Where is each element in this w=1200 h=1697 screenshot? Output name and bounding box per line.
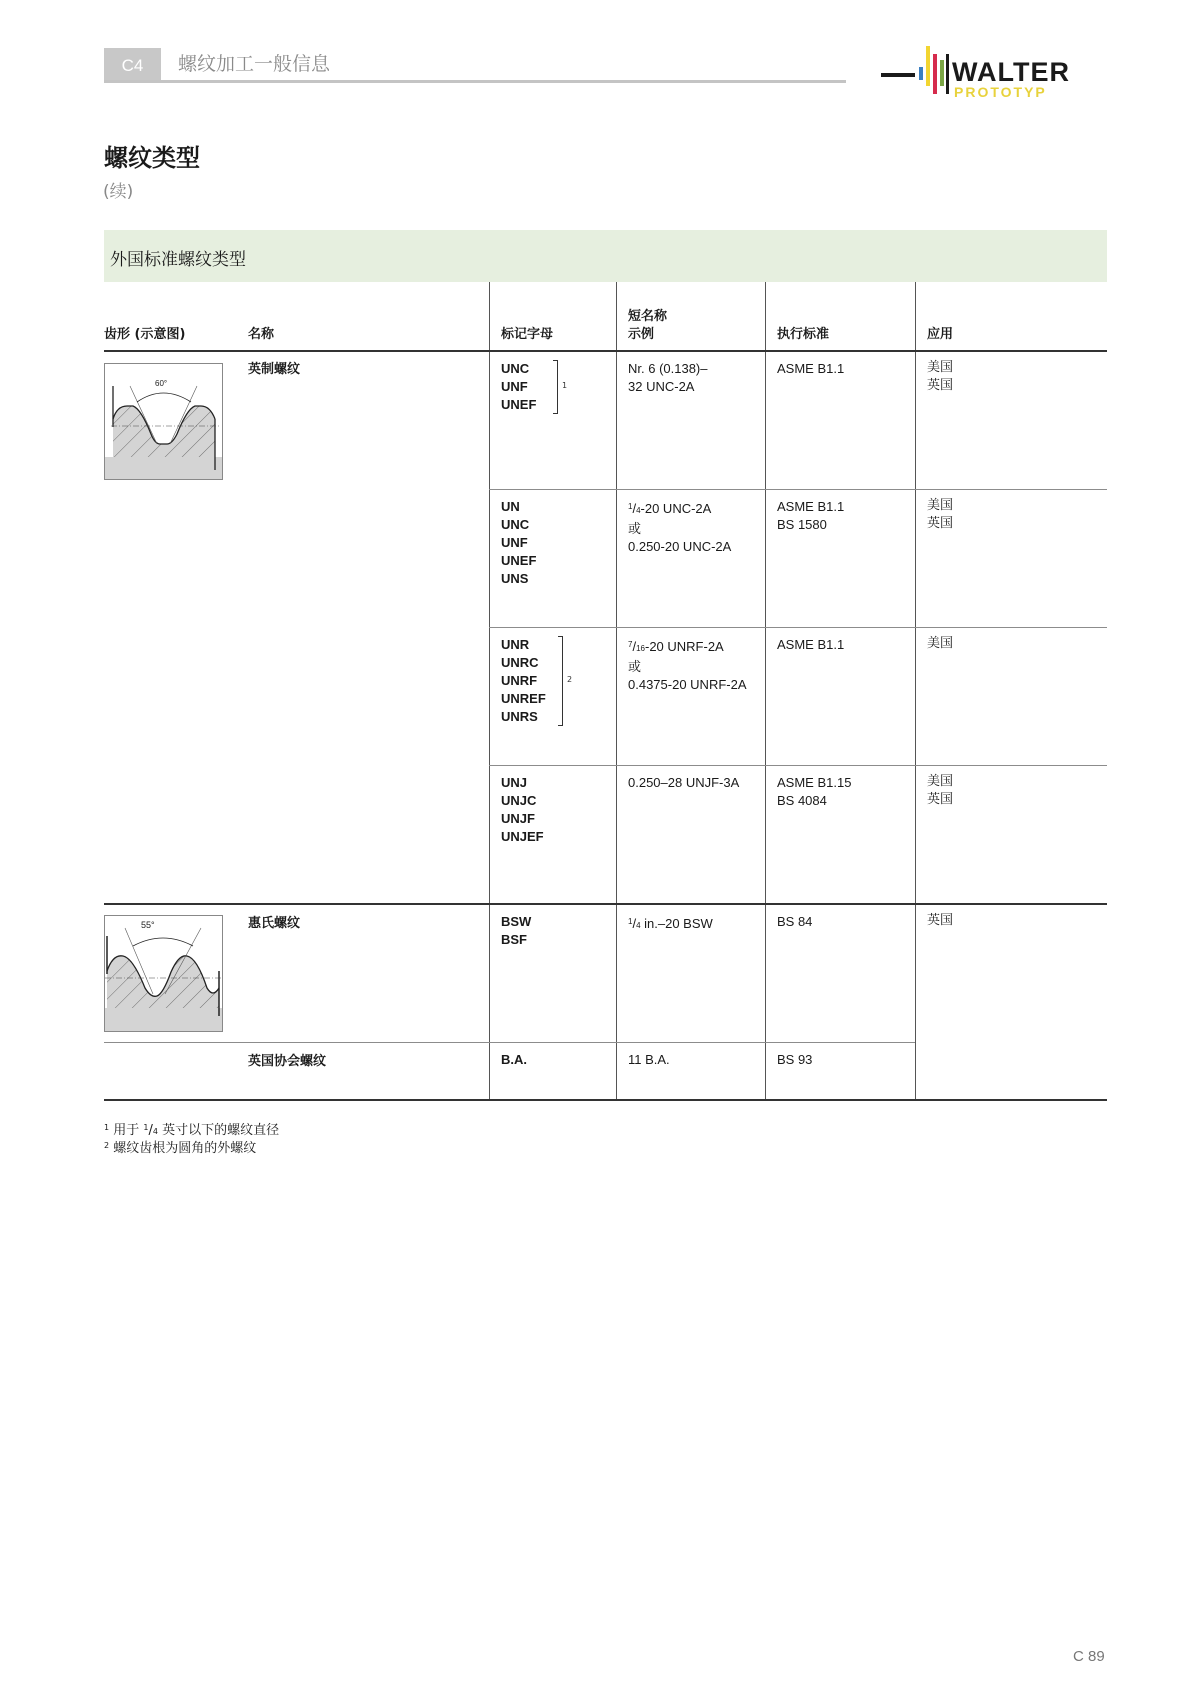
walter-prototyp-logo <box>878 44 1108 104</box>
application-cell: 美国 英国 <box>927 773 954 806</box>
standard-cell: ASME B1.1 <box>777 361 845 376</box>
table-bottom-rule <box>104 1099 1107 1101</box>
group-rule <box>104 903 1107 905</box>
example-cell: $^1$/4-20 UNC-2A 或 0.250-20 UNC-2A <box>628 501 732 554</box>
footnote-ref: 2 <box>567 675 573 684</box>
angle-label: 60° <box>155 379 168 388</box>
header-profile: 齿形 (示意图) <box>104 327 186 342</box>
example-cell: 11 B.A. <box>628 1052 670 1067</box>
angle-label: 55° <box>141 920 155 930</box>
designation-list: BSW BSF <box>501 914 532 947</box>
thread-profile-60-icon <box>104 363 223 480</box>
row-rule <box>489 765 1107 766</box>
page-title: 螺纹类型 <box>104 144 200 172</box>
logo-brand-text: WALTER <box>952 57 1070 87</box>
application-cell: 美国 <box>927 635 954 650</box>
logo-sub-text: PROTOTYP <box>954 84 1047 100</box>
standard-cell: BS 84 <box>777 914 813 929</box>
designation-list: UN UNC UNF UNEF UNS <box>501 499 537 586</box>
thread-name-unified: 英制螺纹 <box>248 362 301 377</box>
brace-icon <box>558 636 563 726</box>
col-divider <box>915 282 916 1101</box>
application-cell: 美国 英国 <box>927 497 954 530</box>
designation-list: UNJ UNJC UNJF UNJEF <box>501 775 544 844</box>
thread-name-whitworth: 惠氏螺纹 <box>248 916 301 931</box>
col-divider <box>765 282 766 1101</box>
standard-cell: ASME B1.1 BS 1580 <box>777 499 845 532</box>
standard-cell: BS 93 <box>777 1052 813 1067</box>
page-subtitle: (续) <box>103 182 134 202</box>
footnote-2: $^2$ 螺纹齿根为圆角的外螺纹 <box>104 1141 257 1156</box>
section-heading: 外国标准螺纹类型 <box>110 250 246 270</box>
row-rule <box>104 1042 915 1043</box>
designation-list: B.A. <box>501 1052 527 1067</box>
header-divider <box>104 80 846 83</box>
header-designation: 标记字母 <box>501 327 554 342</box>
section-title: 螺纹加工一般信息 <box>178 53 331 75</box>
footnote-ref: 1 <box>562 381 568 390</box>
example-cell: 0.250–28 UNJF-3A <box>628 775 740 790</box>
brace-icon <box>553 360 558 414</box>
section-band <box>104 230 1107 282</box>
example-cell: Nr. 6 (0.138)– 32 UNC-2A <box>628 361 708 394</box>
thread-name-ba: 英国协会螺纹 <box>248 1054 327 1069</box>
footnote-1: $^1$ 用于 $^1$/4 英寸以下的螺纹直径 <box>104 1123 280 1138</box>
row-rule <box>489 627 1107 628</box>
col-divider <box>489 282 490 1101</box>
example-cell: $^1$/4 in.–20 BSW <box>628 916 713 931</box>
example-cell: $^7$/16-20 UNRF-2A 或 0.4375-20 UNRF-2A <box>628 639 747 692</box>
header-name: 名称 <box>248 327 275 342</box>
header-application: 应用 <box>927 327 954 342</box>
section-code-tab: C4 <box>104 48 161 81</box>
header-standard: 执行标准 <box>777 327 830 342</box>
standard-cell: ASME B1.1 <box>777 637 845 652</box>
page-number: C 89 <box>1073 1648 1105 1665</box>
row-rule <box>489 489 1107 490</box>
header-short-name: 短名称 示例 <box>628 309 668 342</box>
designation-list: UNR UNRC UNRF UNREF UNRS <box>501 637 546 724</box>
standard-cell: ASME B1.15 BS 4084 <box>777 775 852 808</box>
application-cell: 美国 英国 <box>927 359 954 392</box>
application-cell: 英国 <box>927 912 954 927</box>
thread-profile-55-icon <box>104 915 223 1032</box>
header-rule <box>104 350 1107 352</box>
designation-list: UNC UNF UNEF <box>501 361 537 412</box>
col-divider <box>616 282 617 1101</box>
